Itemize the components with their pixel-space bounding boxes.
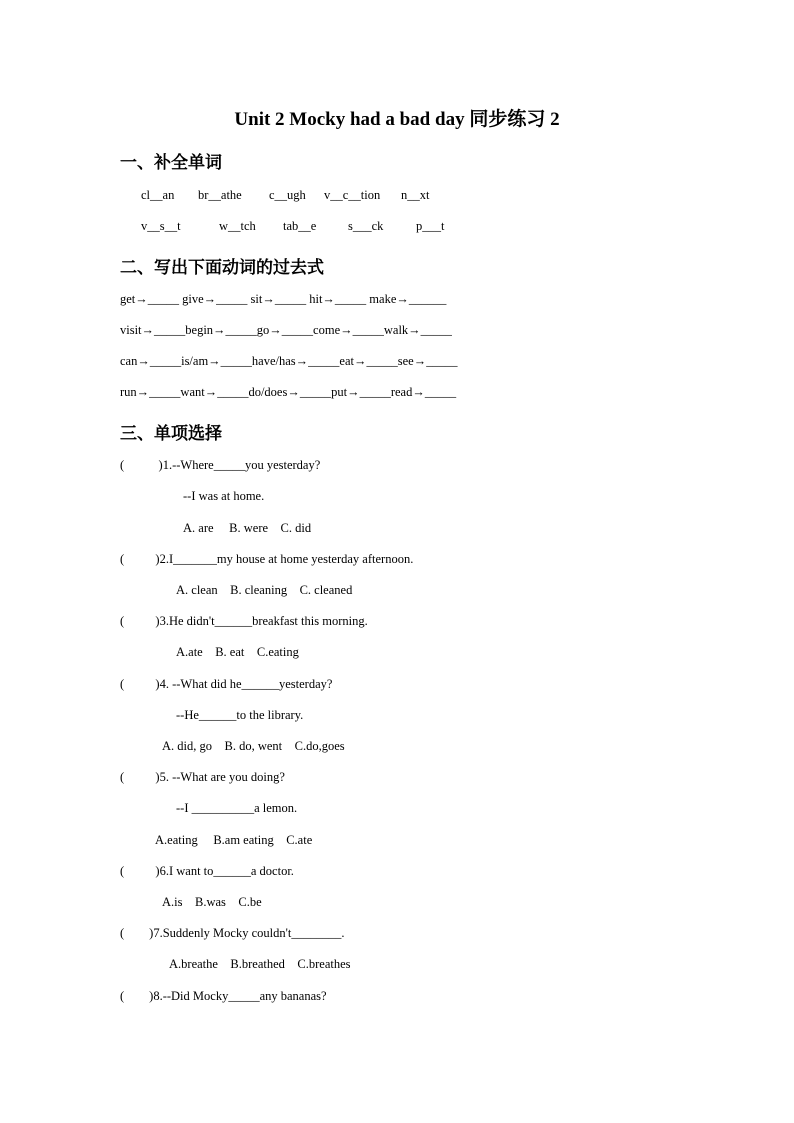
section-heading-1: 一、补全单词 xyxy=(120,153,222,172)
word-blank: s___ck xyxy=(348,219,384,233)
word-blank: tab__e xyxy=(283,219,317,233)
question-stem: ( )5. --What are you doing? xyxy=(120,770,285,784)
word-blank: cl__an xyxy=(141,188,175,202)
word-blank: v__c__tion xyxy=(324,188,381,202)
question-options: A. did, go B. do, went C.do,goes xyxy=(162,739,345,753)
question-options: A.ate B. eat C.eating xyxy=(176,645,299,659)
question-stem: ( )7.Suddenly Mocky couldn't________. xyxy=(120,926,345,940)
question-options: A. are B. were C. did xyxy=(183,521,312,535)
question-options: A. clean B. cleaning C. cleaned xyxy=(176,583,353,597)
question-stem: ( )2.I_______my house at home yesterday afternoon. xyxy=(120,552,414,566)
question-options: A.breathe B.breathed C.breathes xyxy=(169,957,351,971)
word-blank: v__s__t xyxy=(141,219,181,233)
question-options: A.eating B.am eating C.ate xyxy=(155,833,313,847)
question-stem: ( )8.--Did Mocky_____any bananas? xyxy=(120,989,327,1003)
page-title: Unit 2 Mocky had a bad day 同步练习 2 xyxy=(234,109,560,130)
question-reply: --I was at home. xyxy=(183,489,265,503)
question-reply: --I __________a lemon. xyxy=(176,801,298,815)
verb-row: can→_____is/am→_____have/has→_____eat→_____see→_____ xyxy=(120,354,458,368)
section-heading-2: 二、写出下面动词的过去式 xyxy=(120,258,324,277)
question-options: A.is B.was C.be xyxy=(162,895,262,909)
word-blank: n__xt xyxy=(401,188,430,202)
question-stem: ( )3.He didn't______breakfast this morning. xyxy=(120,614,368,628)
word-blank: w__tch xyxy=(219,219,256,233)
section-heading-3: 三、单项选择 xyxy=(120,424,222,443)
verb-row: run→_____want→_____do/does→_____put→_____read→_____ xyxy=(120,385,457,399)
question-stem: ( )4. --What did he______yesterday? xyxy=(120,677,333,691)
verb-row: get→_____ give→_____ sit→_____ hit→_____ make→______ xyxy=(120,292,447,306)
verb-row: visit→_____begin→_____go→_____come→_____walk→_____ xyxy=(120,323,452,337)
question-stem: ( )6.I want to______a doctor. xyxy=(120,864,294,878)
word-blank: c__ugh xyxy=(269,188,306,202)
question-reply: --He______to the library. xyxy=(176,708,304,722)
word-blank: br__athe xyxy=(198,188,242,202)
word-blank: p___t xyxy=(416,219,445,233)
question-stem: ( )1.--Where_____you yesterday? xyxy=(120,458,321,472)
